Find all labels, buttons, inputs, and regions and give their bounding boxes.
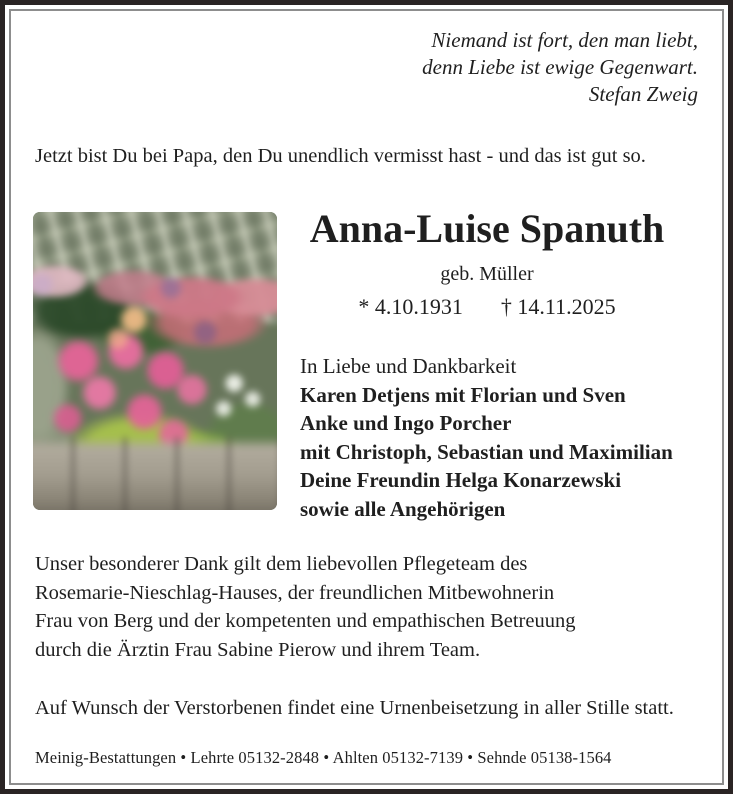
funeral-home-footer: Meinig-Bestattungen • Lehrte 05132-2848 • Ahlten 05132-7139 • Sehnde 05138-1564: [35, 748, 612, 767]
deceased-name: Anna-Luise Spanuth: [309, 206, 665, 251]
mourner-line: Deine Freundin Helga Konarzewski: [300, 468, 622, 492]
mourner-line: Anke und Ingo Porcher: [300, 411, 512, 435]
flower-photo-paint: [33, 212, 277, 510]
thanks-line: Unser besonderer Dank gilt dem liebevollen Pflegeteam des: [35, 553, 528, 575]
quote-line-2: denn Liebe ist ewige Gegenwart.: [422, 55, 698, 79]
mourners-intro: In Liebe und Dankbarkeit: [300, 354, 517, 378]
mourner-line: Karen Detjens mit Florian und Sven: [300, 382, 626, 407]
life-dates: [287, 294, 687, 320]
photo-stone-curb: [33, 437, 277, 510]
thanks-line: Frau von Berg und der kompetenten und empathischen Betreuung: [35, 610, 576, 633]
thanks-line: durch die Ärztin Frau Sabine Pierow und ihrem Team.: [35, 638, 481, 661]
birth-name: geb. Müller: [440, 263, 534, 285]
condolence-line: Jetzt bist Du bei Papa, den Du unendlich vermisst hast - und das ist gut so.: [35, 145, 646, 167]
flower-photo: [33, 212, 277, 510]
deceased-header: [287, 208, 687, 320]
birth-date: * 4.10.1931: [358, 294, 463, 319]
mourner-line: mit Christoph, Sebastian und Maximilian: [300, 439, 673, 464]
burial-note: Auf Wunsch der Verstorbenen findet eine Urnenbeisetzung in aller Stille statt.: [35, 697, 674, 719]
mourners-block: [300, 352, 673, 523]
thanks-line: Rosemarie-Nieschlag-Hauses, der freundlichen Mitbewohnerin: [35, 581, 555, 604]
quote-author: Stefan Zweig: [588, 82, 698, 106]
quote-line-1: Niemand ist fort, den man liebt,: [431, 28, 698, 52]
memorial-quote: [422, 27, 698, 108]
mourner-line: sowie alle Angehörigen: [300, 496, 506, 521]
death-date: † 14.11.2025: [500, 294, 616, 319]
thanks-paragraph: [35, 550, 575, 664]
